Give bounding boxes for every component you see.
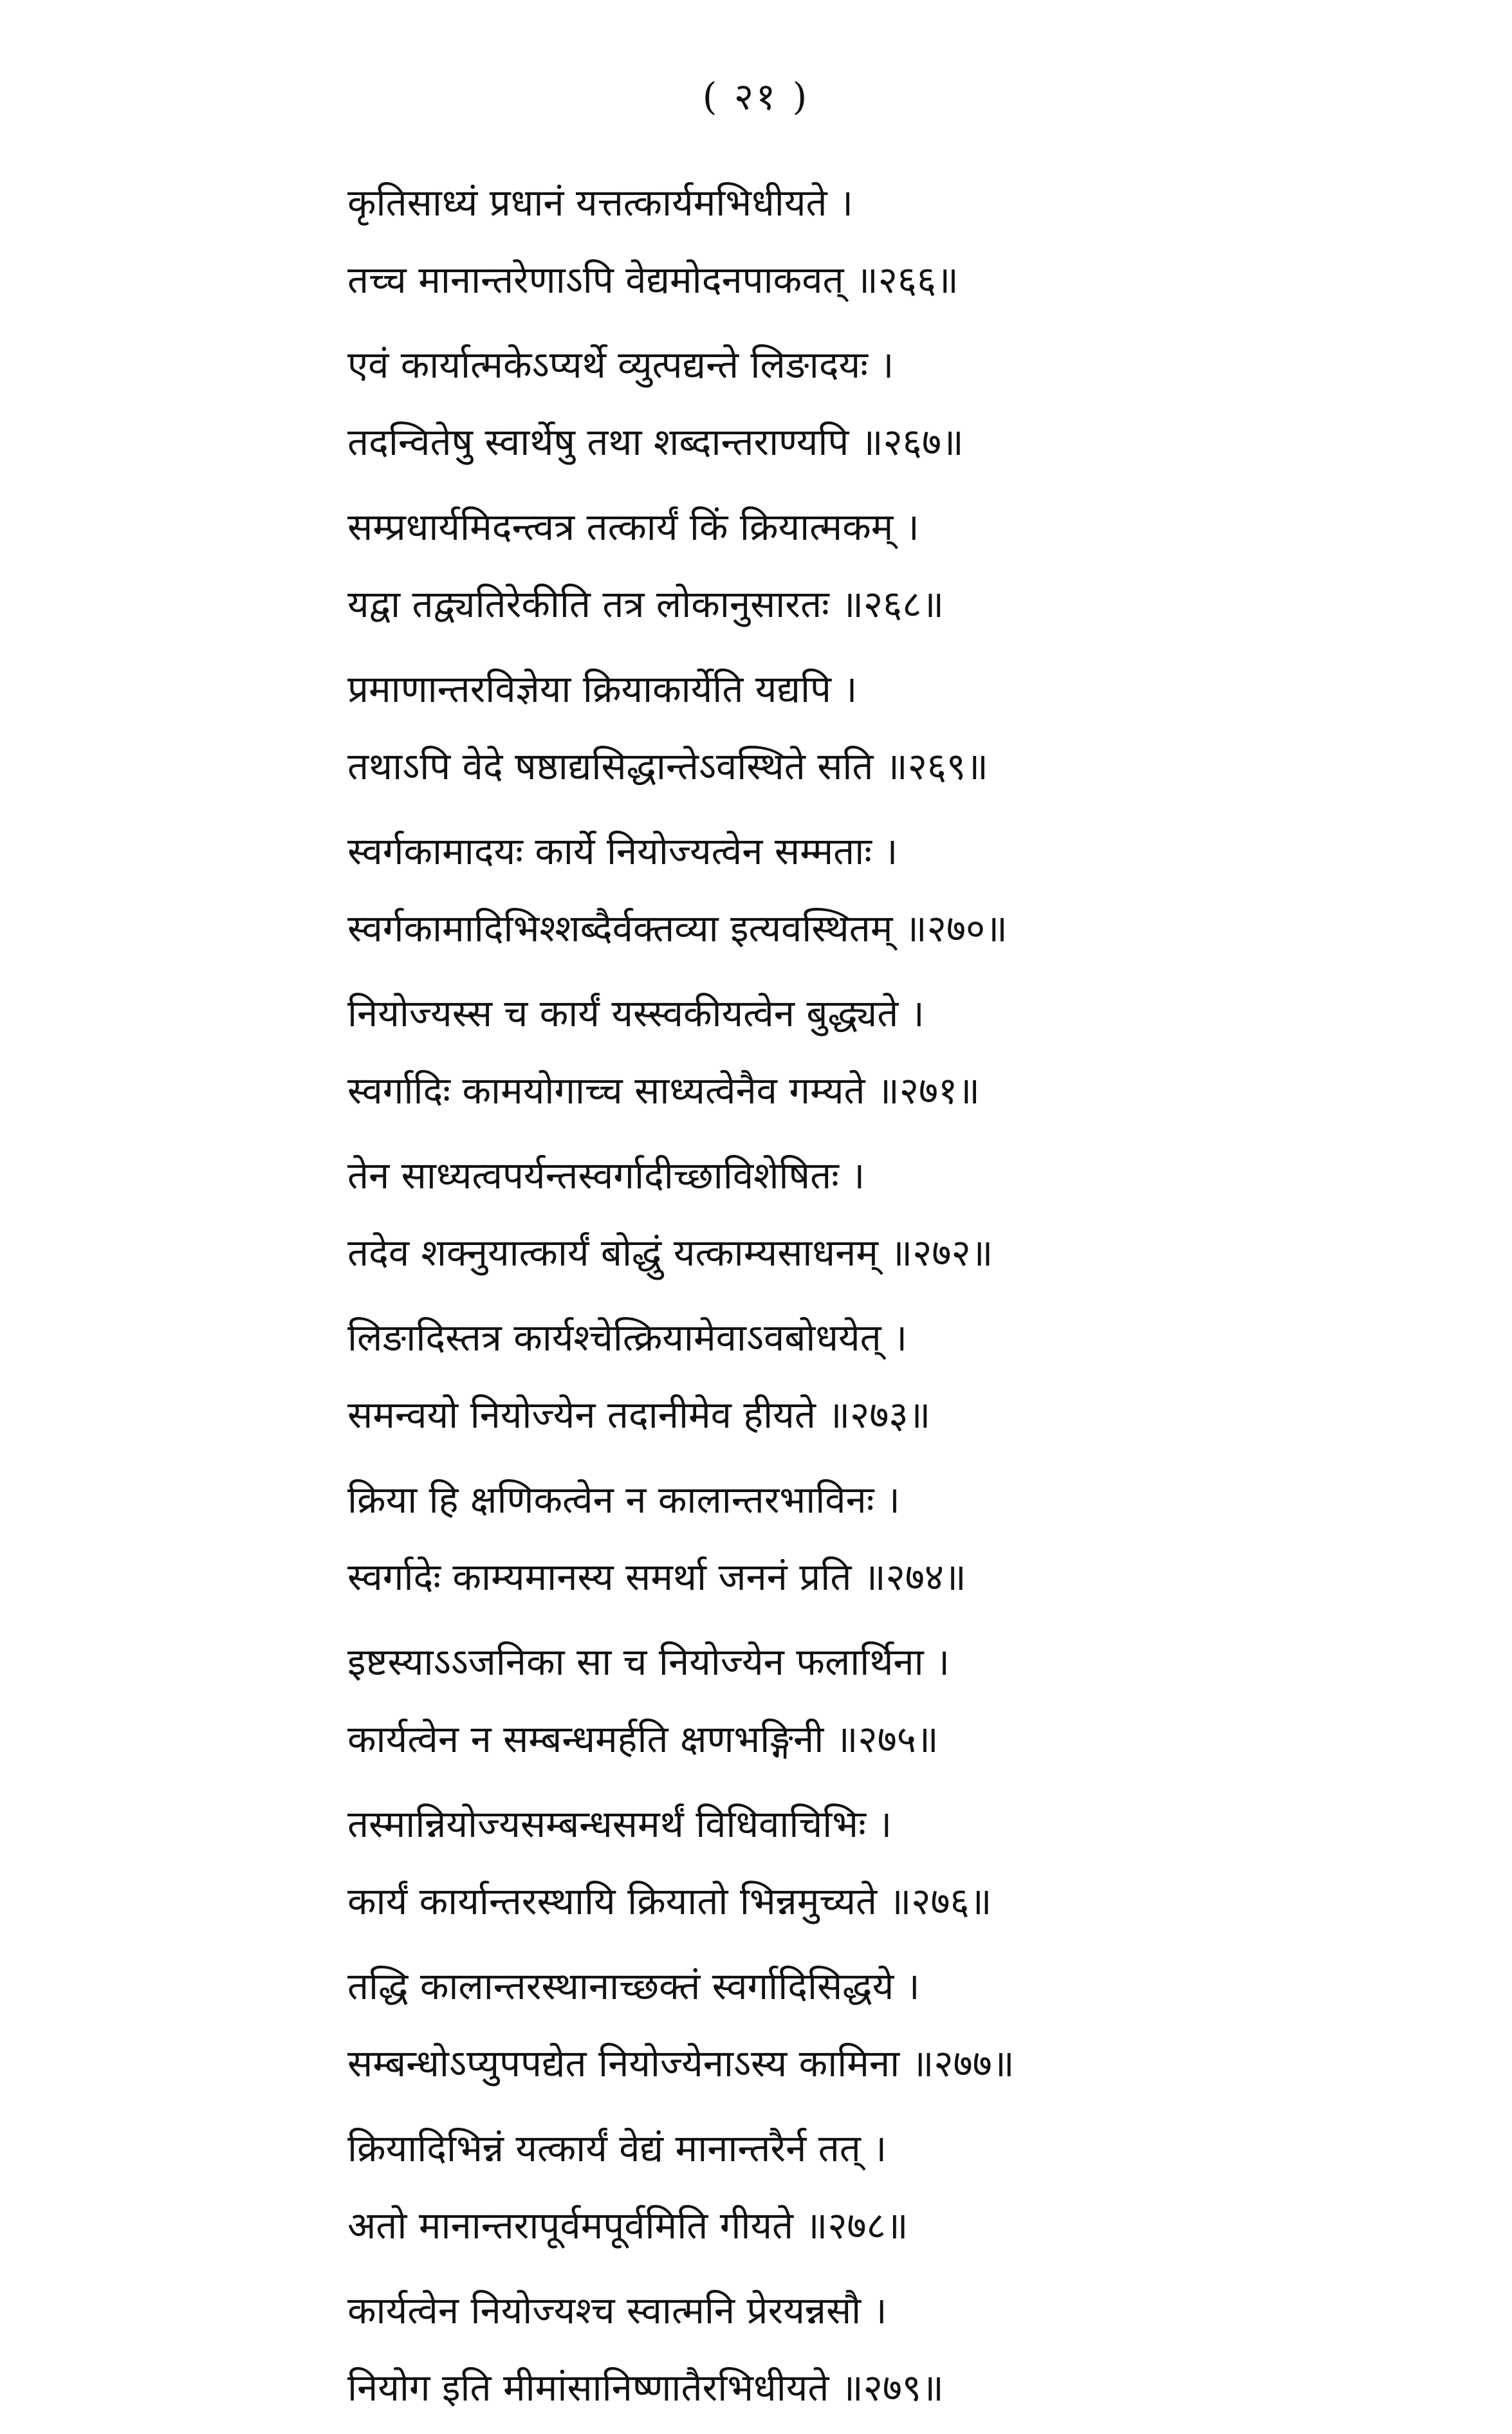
verse-line: क्रिया हि क्षणिकत्वेन न कालान्तरभाविनः । — [347, 1478, 900, 1522]
verse-line: स्वर्गकामादिभिश्शब्दैर्वक्तव्या इत्यवस्थितम् ॥२७०॥ — [347, 907, 1008, 950]
verse-line: इष्टस्याऽऽजनिका सा च नियोज्येन फलार्थिना । — [347, 1640, 950, 1684]
verse-270 — [347, 813, 1351, 967]
verse-273 — [347, 1299, 1351, 1453]
verse-line: स्वर्गादिः कामयोगाच्च साध्यत्वेनैव गम्यते ॥२७१॥ — [347, 1069, 980, 1112]
verse-line: प्रमाणान्तरविज्ञेया क्रियाकार्येति यद्यपि । — [347, 667, 858, 711]
verse-278 — [347, 2110, 1351, 2264]
verse-line: तच्च मानान्तरेणाऽपि वेद्यमोदनपाकवत् ॥२६६॥ — [347, 258, 959, 302]
verse-271 — [347, 975, 1351, 1129]
page-number: ( २१ ) — [702, 75, 810, 118]
verse-line: समन्वयो नियोज्येन तदानीमेव हीयते ॥२७३॥ — [347, 1393, 931, 1437]
verse-line: तेन साध्यत्वपर्यन्तस्वर्गादीच्छाविशेषितः । — [347, 1154, 865, 1197]
verse-line: कृतिसाध्यं प्रधानं यत्तत्कार्यमभिधीयते । — [347, 181, 853, 225]
verse-line: सम्बन्धोऽप्युपपद्येत नियोज्येनाऽस्य कामिना ॥२७७॥ — [347, 2042, 1015, 2085]
verse-line: कार्यत्वेन नियोज्यश्च स्वात्मनि प्रेरयन्नसौ । — [347, 2289, 887, 2332]
verse-line: स्वर्गादेः काम्यमानस्य समर्था जननं प्रति ॥२७४॥ — [347, 1555, 966, 1599]
verse-line: लिङादिस्तत्र कार्यश्चेत्क्रियामेवाऽवबोधयेत् । — [347, 1316, 908, 1360]
verse-line: तथाऽपि वेदे षष्ठाद्यसिद्धान्तेऽवस्थिते सति ॥२६९॥ — [347, 744, 988, 788]
verse-line: नियोज्यस्स च कार्यं यस्स्वकीयत्वेन बुद्ध्यते । — [347, 991, 925, 1035]
verse-list — [347, 164, 1351, 2434]
verse-line: सम्प्रधार्यमिदन्त्वत्र तत्कार्यं किं क्रियात्मकम् । — [347, 505, 919, 549]
verse-line: स्वर्गकामादयः कार्ये नियोज्यत्वेन सम्मताः । — [347, 829, 898, 873]
verse-line: अतो मानान्तरापूर्वमपूर्वमिति गीयते ॥२७८॥ — [347, 2204, 908, 2247]
verse-line: कार्यं कार्यान्तरस्थायि क्रियातो भिन्नमुच्यते ॥२७६॥ — [347, 1879, 992, 1923]
verse-line: क्रियादिभिन्नं यत्कार्यं वेद्यं मानान्तरैर्न तत् । — [347, 2126, 887, 2170]
verse-line: तद्धि कालान्तरस्थानाच्छक्तं स्वर्गादिसिद्धये । — [347, 1964, 920, 2008]
verse-266 — [347, 164, 1351, 318]
verse-line: तदन्वितेषु स्वार्थेषु तथा शब्दान्तराण्यपि ॥२६७॥ — [347, 420, 964, 464]
verse-277 — [347, 1948, 1351, 2102]
verse-268 — [347, 488, 1351, 643]
verse-line: तदेव शक्नुयात्कार्यं बोद्धुं यत्काम्यसाधनम् ॥२७२॥ — [347, 1231, 993, 1275]
verse-269 — [347, 650, 1351, 805]
verse-279 — [347, 2272, 1351, 2426]
verse-274 — [347, 1461, 1351, 1616]
verse-line: तस्मान्नियोज्यसम्बन्धसमर्थं विधिवाचिभिः । — [347, 1802, 892, 1846]
verse-line: एवं कार्यात्मकेऽप्यर्थे व्युत्पद्यन्ते लिङादयः । — [347, 343, 894, 387]
verse-267 — [347, 326, 1351, 481]
verse-line: यद्वा तद्व्यतिरेकीति तत्र लोकानुसारतः ॥२६८॥ — [347, 582, 945, 626]
verse-276 — [347, 1785, 1351, 1940]
verse-272 — [347, 1137, 1351, 1291]
verse-275 — [347, 1623, 1351, 1778]
verse-line: कार्यत्वेन न सम्बन्धमर्हति क्षणभङ्गिनी ॥२७५॥ — [347, 1717, 939, 1761]
verse-line: नियोग इति मीमांसानिष्णातैरभिधीयते ॥२७९॥ — [347, 2366, 944, 2410]
